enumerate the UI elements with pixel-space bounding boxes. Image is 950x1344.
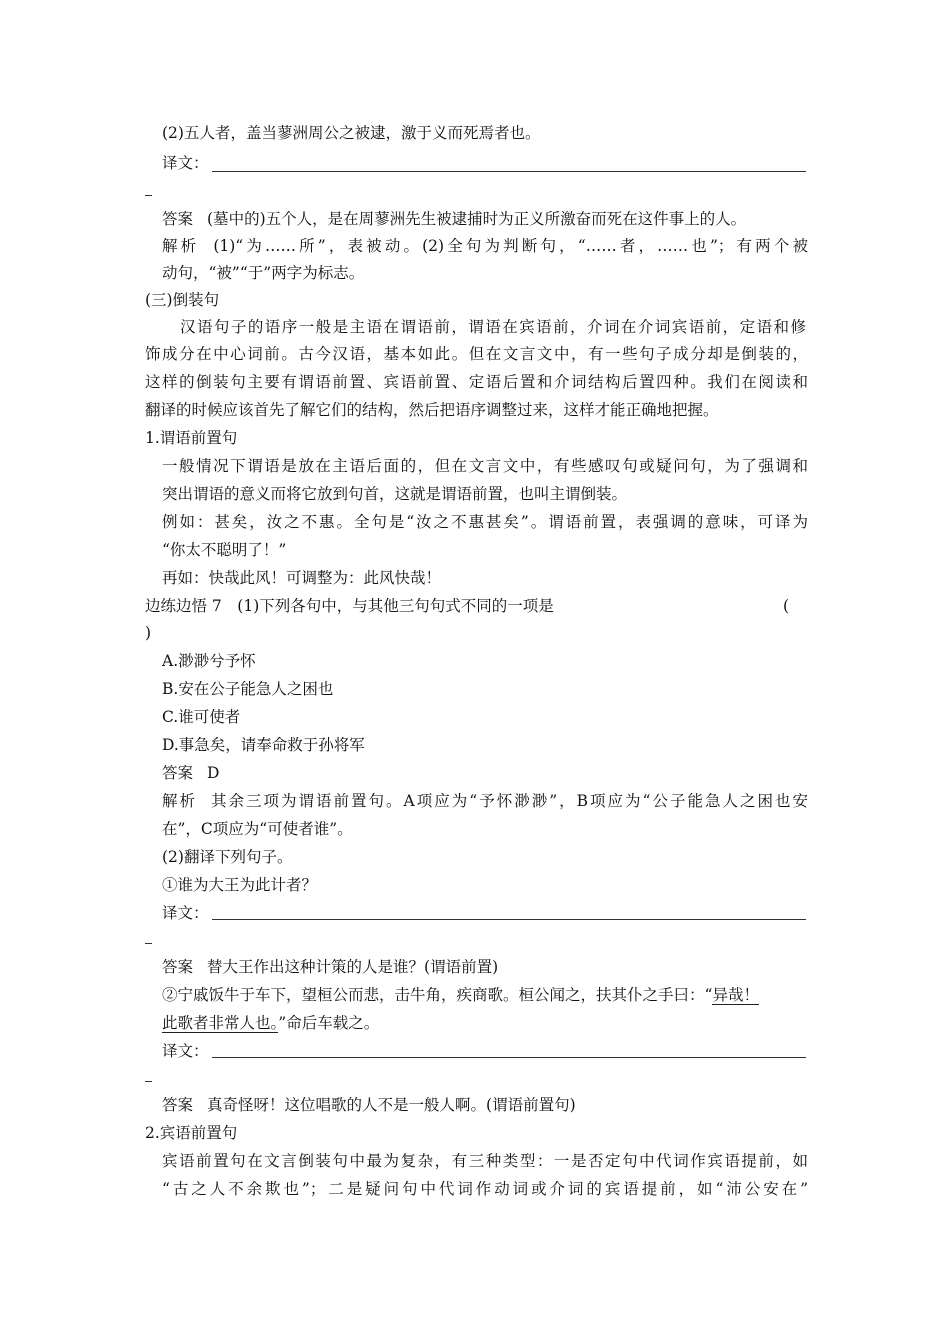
analysis-text-line-1: (1)“为……所”，表被动。(2)全句为判断句，“……者，……也”；有两个被: [213, 237, 808, 255]
blank-line-tail: [145, 943, 152, 944]
translation-blank-line[interactable]: [212, 171, 806, 172]
translate-label: 译文：: [162, 1042, 209, 1060]
heading-object-front: 2.宾语前置句: [145, 1124, 238, 1142]
practice-analysis-row: [162, 791, 808, 813]
answer-label: 答案: [162, 958, 194, 976]
translate-label: 译文：: [162, 904, 209, 922]
answer-row: [162, 209, 746, 231]
sentence-2-line-2: [162, 1013, 379, 1035]
answer-text: 替大王作出这种计策的人是谁？(谓语前置): [207, 958, 499, 976]
question-2-passive: (2)五人者，盖当蓼洲周公之被逮，激于义而死焉者也。: [162, 124, 541, 142]
analysis-text-line-2: 动句，“被”“于”两字为标志。: [162, 264, 365, 282]
predicate-desc-line-2: 突出谓语的意义而将它放到句首，这就是谓语前置，也叫主谓倒装。: [162, 485, 628, 503]
answer-text: (墓中的)五个人，是在周蓼洲先生被逮捕时为正义所激奋而死在这件事上的人。: [207, 210, 747, 228]
object-desc-line-2: “古之人不余欺也”；二是疑问句中代词作动词或介词的宾语提前，如“沛公安在”: [162, 1180, 808, 1198]
sentence-2-text: ②宁戚饭牛于车下，望桓公而悲，击牛角，疾商歌。桓公闻之，扶其仆之手曰：“: [162, 986, 713, 1004]
blank-line-tail: [145, 195, 152, 196]
analysis-label: 解析: [162, 792, 198, 810]
sentence-1-answer-row: [162, 957, 498, 979]
sentence-2-line-1: [162, 985, 759, 1007]
heading-predicate-front: 1.谓语前置句: [145, 429, 238, 447]
intro-line-1: 汉语句子的语序一般是主语在谓语前，谓语在宾语前，介词在介词宾语前，定语和修: [180, 318, 806, 336]
example-1-line-2: “你太不聪明了！”: [162, 541, 287, 559]
analysis-text-line-2: 在”，C项应为“可使者谁”。: [162, 820, 353, 838]
answer-label: 答案: [162, 210, 194, 228]
sentence-1: ①谁为大王为此计者？: [162, 876, 318, 894]
example-1-line-1: 例如：甚矣，汝之不惠。全句是“汝之不惠甚矣”。谓语前置，表强调的意味，可译为: [162, 513, 808, 531]
blank-line-tail: [145, 1081, 152, 1082]
option-b[interactable]: B.安在公子能急人之困也: [162, 680, 334, 698]
sentence-2-answer-row: [162, 1095, 576, 1117]
underlined-phrase: 此歌者非常人也。: [162, 1014, 279, 1032]
option-d[interactable]: D.事急矣，请奉命救于孙将军: [162, 736, 365, 754]
answer-label: 答案: [162, 764, 194, 782]
analysis-label: 解析: [162, 237, 200, 255]
option-a[interactable]: A.渺渺兮予怀: [162, 652, 256, 670]
answer-text: D: [207, 764, 220, 782]
practice-7-title: 边练边悟 7 (1)下列各句中，与其他三句句式不同的一项是: [145, 597, 554, 615]
practice-answer-row: [162, 763, 219, 785]
analysis-text-line-1: 其余三项为谓语前置句。A项应为“予怀渺渺”，B项应为“公子能急人之困也安: [211, 792, 808, 810]
answer-text: 真奇怪呀！这位唱歌的人不是一般人啊。(谓语前置句): [207, 1096, 576, 1114]
answer-label: 答案: [162, 1096, 194, 1114]
translation-blank-line[interactable]: [212, 1057, 806, 1058]
option-c[interactable]: C.谁可使者: [162, 708, 241, 726]
predicate-desc-line-1: 一般情况下谓语是放在主语后面的，但在文言文中，有些感叹句或疑问句，为了强调和: [162, 457, 808, 475]
answer-paren-close: ): [145, 624, 152, 642]
object-desc-line-1: 宾语前置句在文言倒装句中最为复杂，有三种类型：一是否定句中代词作宾语提前，如: [162, 1152, 808, 1170]
section-heading-inverted: (三)倒装句: [145, 291, 220, 309]
intro-line-3: 这样的倒装句主要有谓语前置、宾语前置、定语后置和介词结构后置四种。我们在阅读和: [145, 373, 808, 391]
intro-line-2: 饰成分在中心词前。古今汉语，基本如此。但在文言文中，有一些句子成分却是倒装的，: [145, 345, 808, 363]
question-2-translate: (2)翻译下列句子。: [162, 848, 293, 866]
answer-paren-open: (: [783, 597, 790, 615]
translation-blank-line[interactable]: [212, 919, 806, 920]
translate-label: 译文：: [162, 154, 209, 172]
analysis-row: [162, 236, 808, 258]
example-2: 再如：快哉此风！可调整为：此风快哉！: [162, 569, 442, 587]
underlined-phrase: 异哉！: [712, 986, 759, 1004]
sentence-2-text: ”命后车载之。: [278, 1014, 380, 1032]
intro-line-4: 翻译的时候应该首先了解它们的结构，然后把语序调整过来，这样才能正确地把握。: [145, 401, 719, 419]
